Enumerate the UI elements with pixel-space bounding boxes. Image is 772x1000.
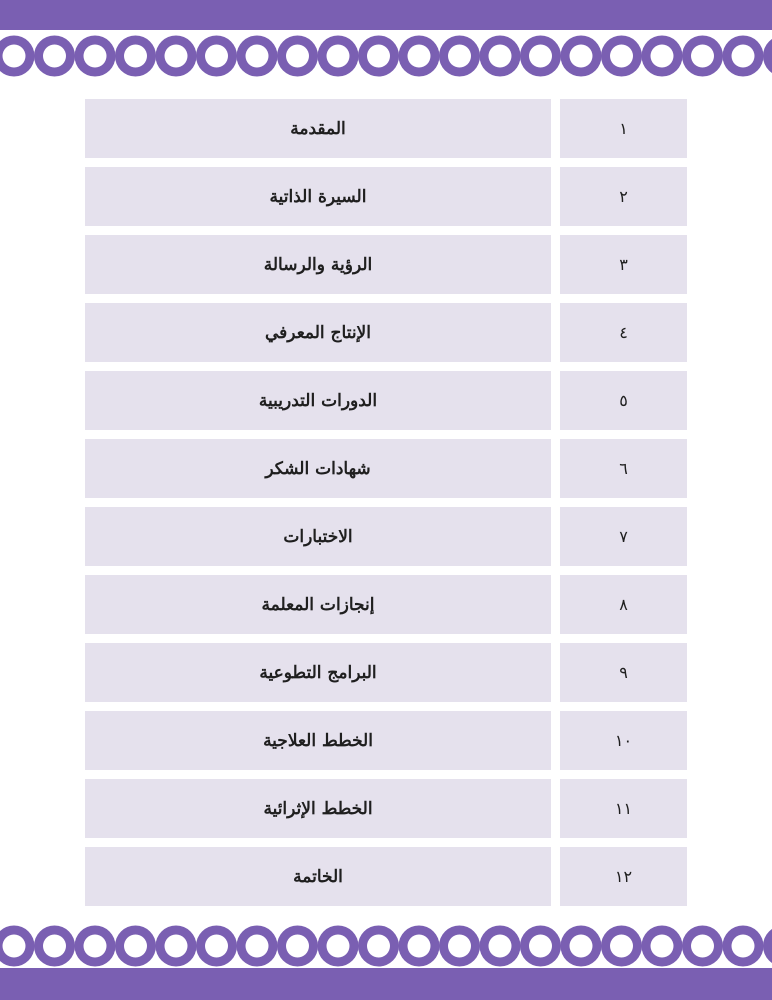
ring-hole — [367, 935, 390, 958]
toc-number-cell: ٣ — [560, 235, 687, 294]
ring-hole — [246, 935, 269, 958]
bottom-border-band — [0, 968, 772, 1000]
toc-title-cell: البرامج التطوعية — [85, 643, 551, 702]
toc-title-cell: السيرة الذاتية — [85, 167, 551, 226]
table-row — [85, 643, 687, 702]
table-row — [85, 711, 687, 770]
toc-number-cell: ١٢ — [560, 847, 687, 906]
toc-number-cell: ٧ — [560, 507, 687, 566]
ring-hole — [448, 935, 471, 958]
toc-title-cell: شهادات الشكر — [85, 439, 551, 498]
ring-hole — [408, 935, 431, 958]
toc-title-cell: الخطط العلاجية — [85, 711, 551, 770]
ring-hole — [205, 935, 228, 958]
toc-number-cell: ١ — [560, 99, 687, 158]
ring-hole — [651, 935, 674, 958]
toc-number-cell: ٢ — [560, 167, 687, 226]
ring-hole — [165, 935, 188, 958]
table-row — [85, 235, 687, 294]
toc-title-cell: الاختبارات — [85, 507, 551, 566]
toc-number-cell: ١٠ — [560, 711, 687, 770]
toc-number-cell: ٨ — [560, 575, 687, 634]
ring-hole — [570, 935, 593, 958]
ring-hole — [3, 935, 26, 958]
bottom-ring-border — [0, 924, 772, 968]
ring-hole — [732, 935, 755, 958]
toc-number-cell: ٤ — [560, 303, 687, 362]
ring-pattern-bottom — [0, 924, 772, 968]
ring-hole — [124, 935, 147, 958]
ring-hole — [286, 935, 309, 958]
ring-hole — [327, 935, 350, 958]
table-row — [85, 371, 687, 430]
toc-number-cell: ٩ — [560, 643, 687, 702]
ring-hole — [43, 935, 66, 958]
toc-title-cell: المقدمة — [85, 99, 551, 158]
table-row — [85, 779, 687, 838]
ring-hole — [610, 935, 633, 958]
toc-title-cell: إنجازات المعلمة — [85, 575, 551, 634]
toc-number-cell: ٥ — [560, 371, 687, 430]
toc-title-cell: الإنتاج المعرفي — [85, 303, 551, 362]
ring-hole — [529, 935, 552, 958]
ring-hole — [489, 935, 512, 958]
table-row — [85, 507, 687, 566]
table-row — [85, 575, 687, 634]
table-row — [85, 99, 687, 158]
toc-title-cell: الرؤية والرسالة — [85, 235, 551, 294]
toc-title-cell: الخاتمة — [85, 847, 551, 906]
ring-outer — [763, 926, 772, 967]
table-row — [85, 439, 687, 498]
ring-hole — [84, 935, 107, 958]
ring-hole — [691, 935, 714, 958]
toc-number-cell: ١١ — [560, 779, 687, 838]
table-row — [85, 847, 687, 906]
toc-number-cell: ٦ — [560, 439, 687, 498]
toc-title-cell: الخطط الإثرائية — [85, 779, 551, 838]
toc-title-cell: الدورات التدريبية — [85, 371, 551, 430]
table-row — [85, 303, 687, 362]
table-row — [85, 167, 687, 226]
